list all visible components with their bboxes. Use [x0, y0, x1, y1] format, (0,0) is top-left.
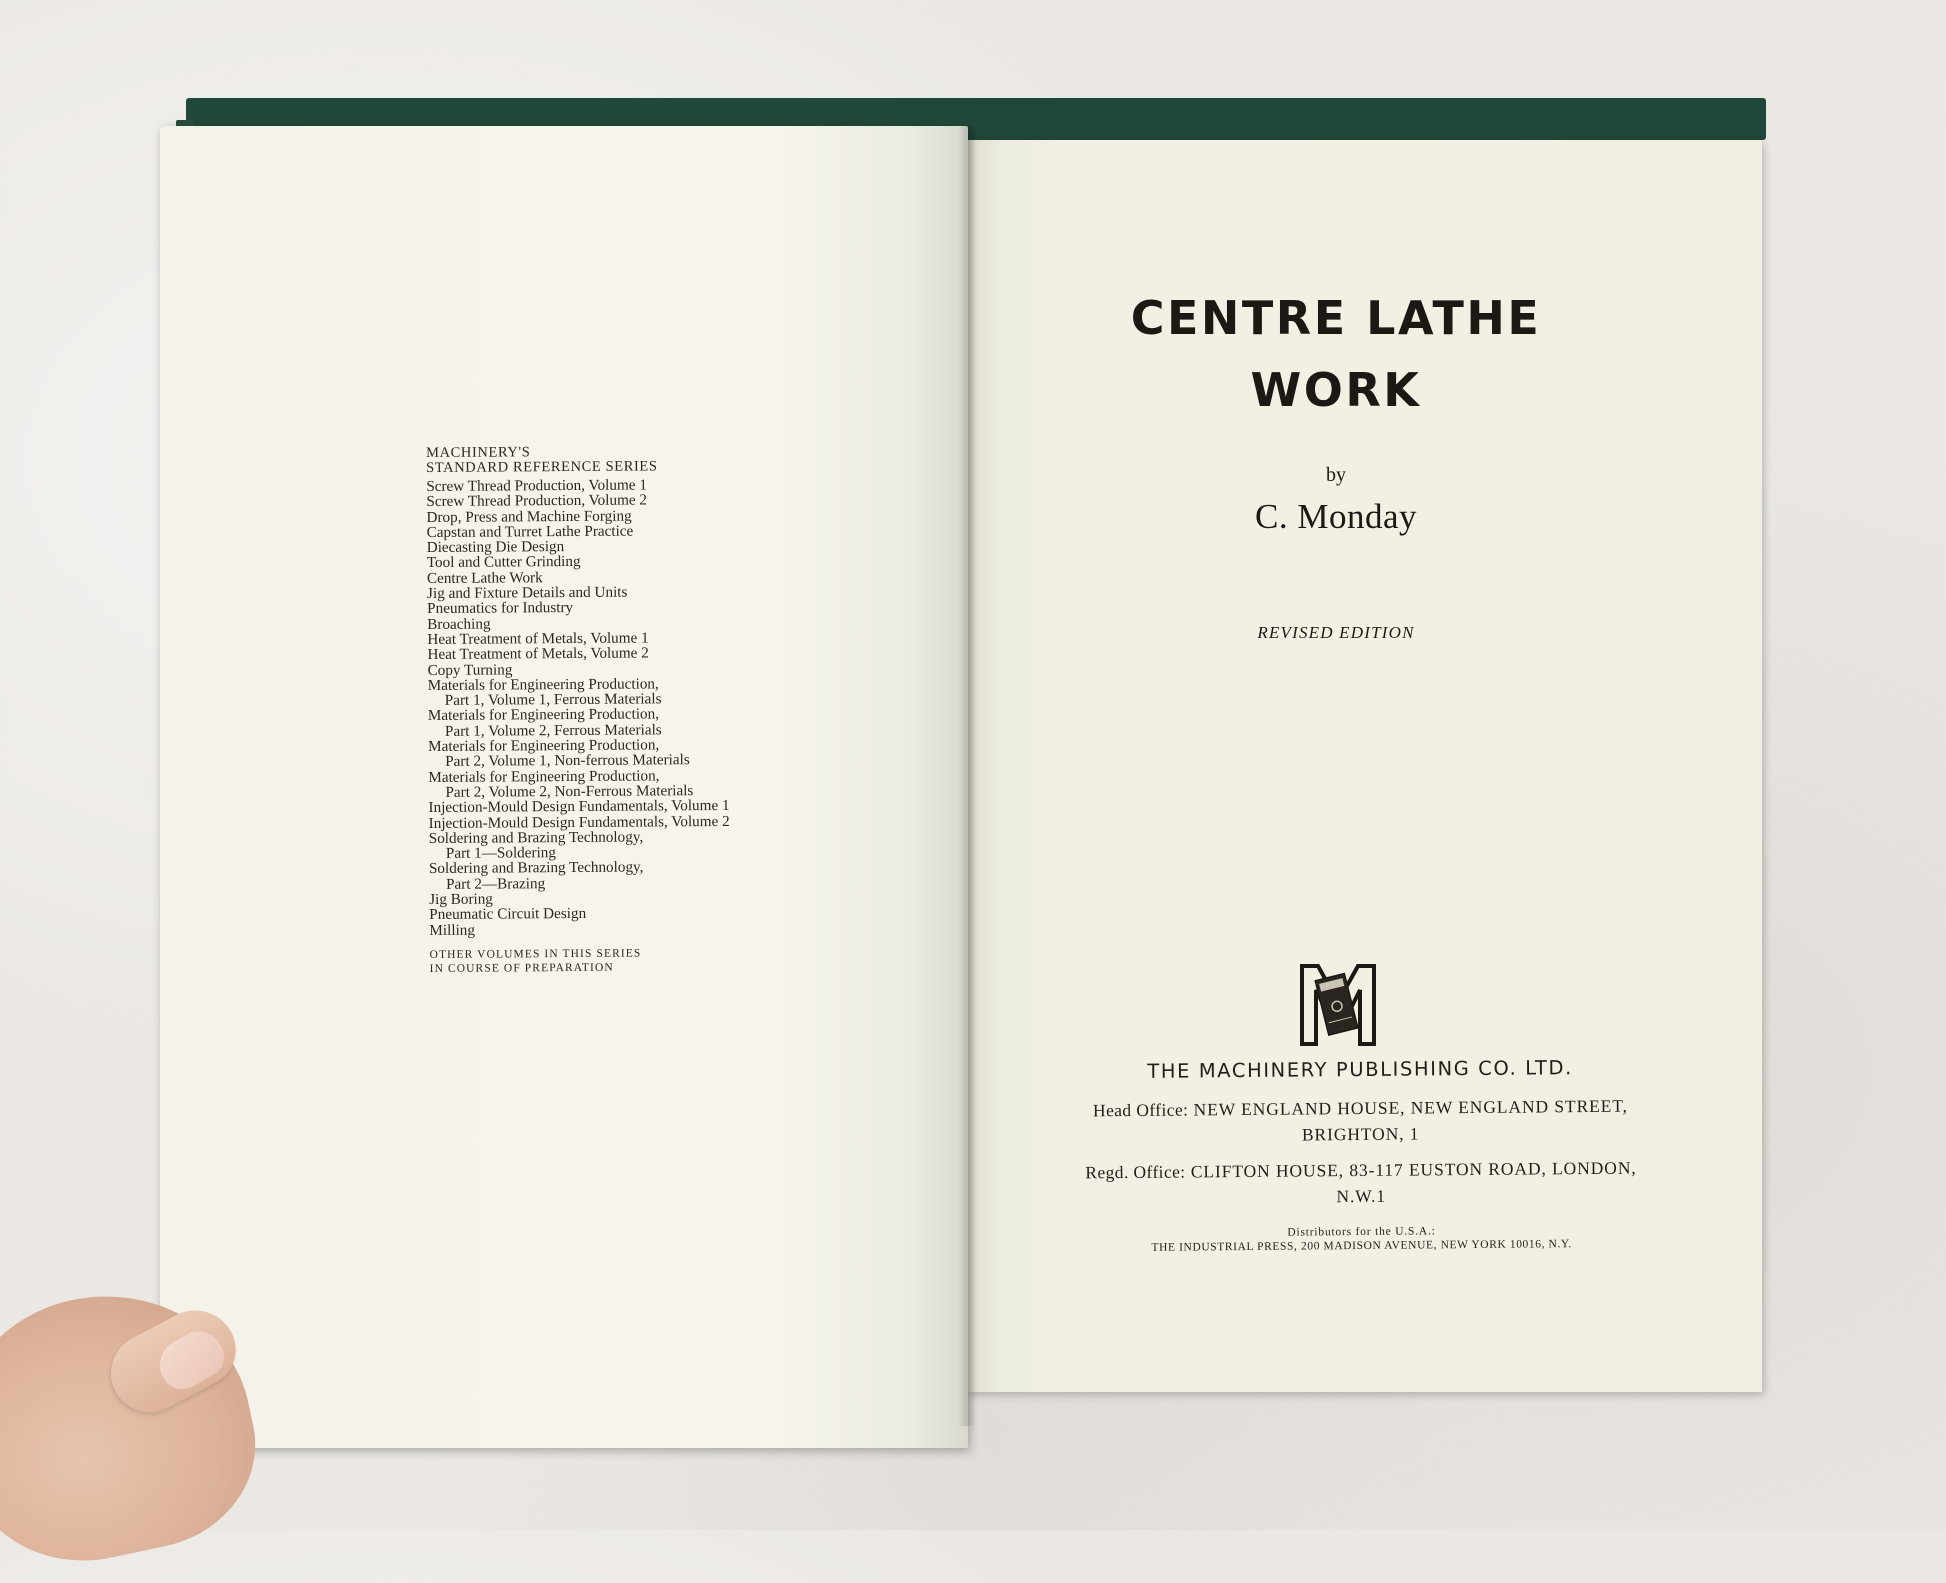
series-item: Part 2, Volume 2, Non-Ferrous Materials — [445, 782, 694, 801]
series-item: Milling — [429, 921, 476, 939]
series-item: Part 1, Volume 2, Ferrous Materials — [444, 721, 662, 740]
series-item: Drop, Press and Machine Forging — [426, 507, 632, 526]
series-item: Part 1, Volume 1, Ferrous Materials — [444, 690, 662, 710]
series-heading — [426, 443, 846, 476]
series-item: Centre Lathe Work — [426, 568, 543, 587]
series-item: Capstan and Turret Lathe Practice — [426, 522, 634, 541]
publisher-block — [1040, 1055, 1682, 1255]
author-name: C. Monday — [1255, 497, 1417, 536]
series-item: Injection-Mould Design Fundamentals, Volume 1 — [428, 797, 730, 817]
edition-label: REVISED EDITION — [1257, 623, 1415, 642]
series-item: Materials for Engineering Production, — [427, 675, 659, 694]
regd-office-address: CLIFTON HOUSE, 83-117 EUSTON ROAD, LONDON, — [1190, 1157, 1637, 1182]
series-footer-line: OTHER VOLUMES IN THIS SERIES — [429, 947, 642, 961]
book-title-line: WORK — [1250, 363, 1422, 417]
publisher-name: THE MACHINERY PUBLISHING CO. LTD. — [1147, 1056, 1574, 1083]
series-heading-line: STANDARD REFERENCE SERIES — [426, 458, 658, 476]
series-heading-line: MACHINERY'S — [425, 444, 531, 461]
series-item: Heat Treatment of Metals, Volume 1 — [427, 629, 649, 648]
series-item: Tool and Cutter Grinding — [426, 553, 581, 572]
series-item: Part 2—Brazing — [445, 874, 546, 893]
series-item: Materials for Engineering Production, — [427, 705, 660, 725]
series-item: Heat Treatment of Metals, Volume 2 — [427, 644, 649, 664]
distributors-label: Distributors for the U.S.A.: — [1287, 1225, 1436, 1239]
series-item: Part 1—Soldering — [445, 844, 557, 862]
series-items — [426, 476, 849, 938]
series-item: Jig and Fixture Details and Units — [426, 583, 628, 603]
series-item: Materials for Engineering Production, — [428, 736, 660, 756]
head-office-label: Head Office: — [1092, 1099, 1189, 1121]
series-item: Screw Thread Production, Volume 1 — [426, 476, 647, 495]
registered-office — [1041, 1154, 1681, 1212]
series-item: Injection-Mould Design Fundamentals, Volume 2 — [428, 812, 730, 832]
series-footer — [430, 945, 850, 977]
by-text: by — [1326, 464, 1346, 486]
book-title-line: CENTRE LATHE — [1130, 291, 1542, 345]
regd-office-address-line2: N.W.1 — [1336, 1185, 1387, 1207]
series-item: Diecasting Die Design — [426, 538, 565, 557]
title-block — [1086, 282, 1586, 643]
series-item: Jig Boring — [429, 890, 493, 909]
distributors-address: THE INDUSTRIAL PRESS, 200 MADISON AVENUE, NEW YORK 10016, N.Y. — [1151, 1238, 1572, 1254]
series-item: Soldering and Brazing Technology, — [428, 858, 644, 878]
series-item: Soldering and Brazing Technology, — [428, 828, 644, 847]
series-item: Broaching — [427, 615, 491, 633]
series-list — [426, 443, 850, 977]
head-office — [1040, 1092, 1680, 1150]
series-item: Pneumatic Circuit Design — [429, 905, 587, 924]
head-office-address: NEW ENGLAND HOUSE, NEW ENGLAND STREET, — [1193, 1095, 1628, 1120]
machinery-publishing-m-book-icon — [1298, 962, 1378, 1048]
series-item: Materials for Engineering Production, — [428, 767, 660, 786]
head-office-address-line2: BRIGHTON, 1 — [1301, 1123, 1420, 1145]
series-item: Part 2, Volume 1, Non-ferrous Materials — [445, 751, 690, 771]
book-gutter — [958, 126, 976, 1426]
regd-office-label: Regd. Office: — [1085, 1161, 1186, 1183]
series-footer-line: IN COURSE OF PREPARATION — [429, 962, 614, 976]
series-item: Copy Turning — [427, 660, 513, 679]
series-item: Screw Thread Production, Volume 2 — [426, 491, 648, 511]
series-item: Pneumatics for Industry — [427, 599, 574, 618]
